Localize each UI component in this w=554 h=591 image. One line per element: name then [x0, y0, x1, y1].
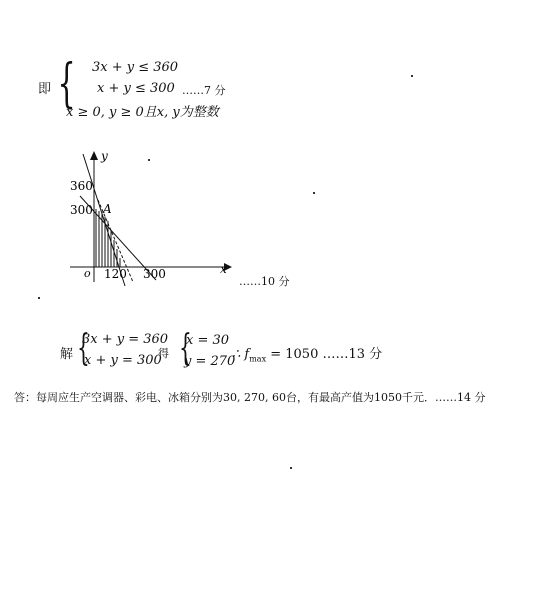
tick-120: 120: [104, 267, 127, 281]
solve-get: 得: [158, 347, 169, 360]
result-sub: max: [249, 354, 267, 364]
solve-sol2: y = 270: [184, 354, 236, 369]
system1-line1: 3x + y ≤ 360: [92, 60, 179, 75]
solve-eq2: x + y = 300: [84, 353, 162, 368]
system1-brace: {: [57, 54, 76, 114]
system1-line3: x ≥ 0, y ≥ 0且x, y为整数: [66, 105, 219, 120]
solve-brace: {: [77, 328, 90, 369]
result-value: = 1050 ……13 分: [266, 347, 383, 362]
solve-prefix: 解: [60, 347, 74, 362]
solve-result: [232, 343, 382, 364]
origin-label: o: [84, 267, 91, 280]
system1-prefix: 即: [38, 82, 52, 97]
graph-score: ……10 分: [239, 275, 290, 288]
speck-2: [148, 159, 150, 161]
solution-brace: {: [179, 328, 192, 369]
speck-5: [290, 467, 292, 469]
y-axis-arrow: [90, 151, 98, 160]
final-answer: 答：每周应生产空调器、彩电、冰箱分别为30, 270, 60台，有最高产值为1050千元．……14 分: [14, 391, 486, 404]
tick-300-x: 300: [143, 267, 166, 281]
point-a-label: A: [103, 202, 112, 216]
speck-4: [38, 297, 40, 299]
speck-1: [411, 75, 413, 77]
speck-3: [313, 192, 315, 194]
tick-300-y: 300: [70, 203, 93, 217]
system1-line2: x + y ≤ 300: [97, 81, 175, 96]
solve-sol1: x = 30: [186, 333, 230, 348]
system1-score: ……7 分: [182, 84, 226, 97]
x-axis-label: x: [220, 262, 227, 276]
solve-eq1: 3x + y = 360: [82, 332, 169, 347]
tick-360: 360: [70, 179, 93, 193]
result-f: ∴ f: [232, 347, 250, 362]
y-axis-label: y: [101, 149, 108, 163]
